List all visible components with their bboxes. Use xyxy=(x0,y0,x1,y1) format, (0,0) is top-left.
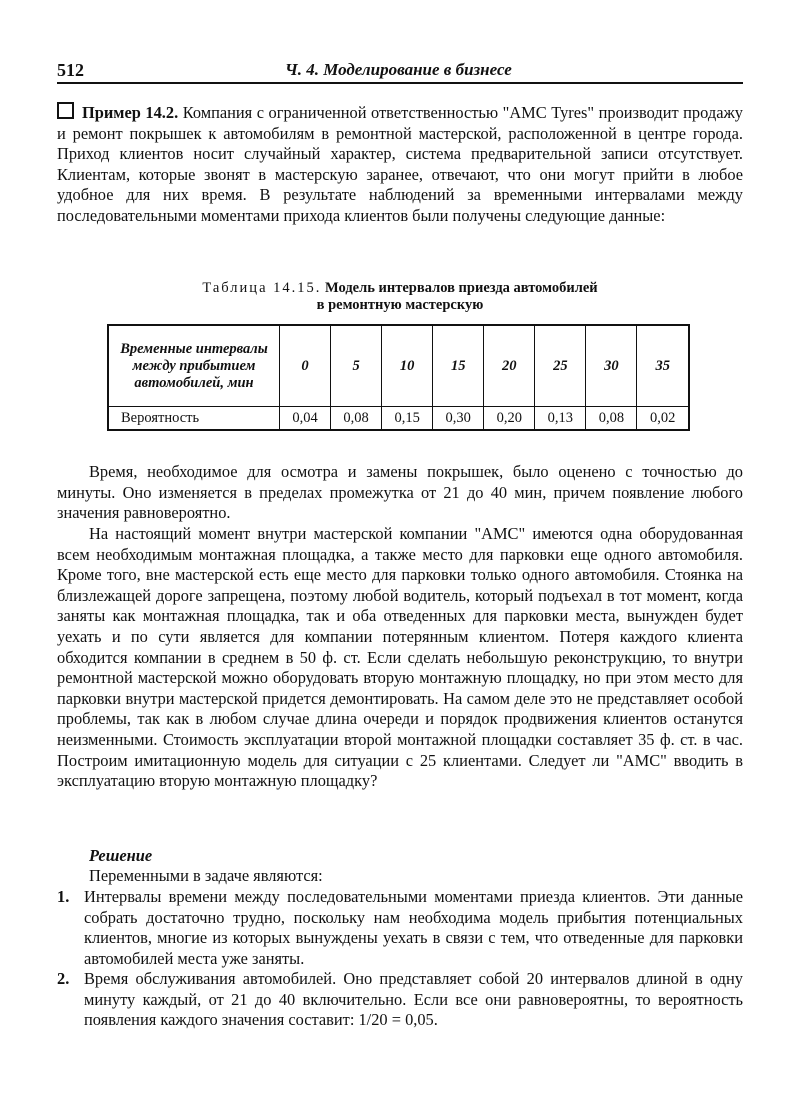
table-caption-label: Таблица 14.15. xyxy=(202,280,322,296)
header-rule xyxy=(57,82,743,84)
solution-heading: Решение xyxy=(89,846,153,865)
example-paragraph xyxy=(57,102,743,227)
interval-cell: 10 xyxy=(382,325,433,407)
list-number: 2. xyxy=(57,969,70,988)
arrival-intervals-table xyxy=(107,324,690,431)
list-text: Интервалы времени между последовательными моментами приезда клиентов. Эти данные собрать достаточно трудно, поскольку нам необходима модель прибытия потенциальных клиентов, многие из которых вынуждены уехать в связи с тем, что отведенные для парковки автомобилей места уже заняты. xyxy=(84,887,743,968)
probability-cell: 0,02 xyxy=(637,407,689,431)
situation-paragraph: На настоящий момент внутри мастерской компании "АМС" имеются одна оборудованная всем необходимым монтажная площадка, а также место для парковки еще одного автомобиля. Кроме того, вне мастерской есть еще место для парковки только одного автомобиля. Стоянка на близлежащей дороге запрещена, поэтому любой водитель, который подъехал в тот момент, когда заняты как монтажная площадка, так и оба отведенных для парковки места, вынужден будет уехать и по сути является для компании потерянным клиентом. Потеря каждого клиента обходится компании в среднем в 50 ф. ст. Если сделать небольшую реконструкцию, то внутри ремонтной мастерской можно оборудовать вторую монтажную площадку, но при этом место для парковки внутри мастерской придется демонтировать. На самом деле это не представляет особой проблемы, так как в любом случае длина очереди и порядок продвижения клиентов останутся неизменными. Стоимость эксплуатации второй монтажной площадки составляет 35 ф. ст. в час. Построим имитационную модель для ситуации с 25 клиентами. Следует ли "АМС" вводить в эксплуатацию вторую монтажную площадку? xyxy=(57,524,743,791)
table-caption-subtitle: в ремонтную мастерскую xyxy=(316,297,484,313)
table-caption-title: Модель интервалов приезда автомобилей xyxy=(325,280,598,296)
row-header-cell: Временные интервалы между прибытием автомобилей, мин xyxy=(108,325,280,407)
example-label: Пример 14.2. xyxy=(82,103,179,122)
interval-cell: 20 xyxy=(484,325,535,407)
variables-intro: Переменными в задаче являются: xyxy=(89,866,323,885)
probability-cell: 0,08 xyxy=(586,407,637,431)
table-row xyxy=(108,325,689,407)
table-row xyxy=(108,407,689,431)
example-text: Компания с ограниченной ответственностью "АМС Tyres" производит продажу и ремонт покрышек к автомобилям в ремонтной мастерской, расположенной в центре города. Приход клиентов носит случайный характер, система предварительной записи отсутствует. Клиентам, которые звонят в мастерскую заранее, отвечают, что они могут прийти в любое удобное для них время. В результате наблюдений за временными интервалами между последовательными моментами прихода клиентов были получены следующие данные: xyxy=(57,103,743,225)
list-number: 1. xyxy=(57,887,70,906)
interval-cell: 0 xyxy=(280,325,331,407)
interval-cell: 15 xyxy=(433,325,484,407)
square-icon xyxy=(57,102,74,119)
running-header xyxy=(57,60,743,82)
table-caption xyxy=(57,280,743,314)
probability-cell: 0,13 xyxy=(535,407,586,431)
interval-cell: 5 xyxy=(331,325,382,407)
service-time-paragraph: Время, необходимое для осмотра и замены покрышек, было оценено с точностью до минуты. Оно изменяется в пределах промежутка от 21 до 40 мин, причем появление любого значения равновероятно. xyxy=(57,462,743,523)
probability-cell: 0,15 xyxy=(382,407,433,431)
interval-cell: 30 xyxy=(586,325,637,407)
interval-cell: 25 xyxy=(535,325,586,407)
probability-cell: 0,20 xyxy=(484,407,535,431)
page-number: 512 xyxy=(57,60,84,80)
probability-cell: 0,04 xyxy=(280,407,331,431)
probability-cell: 0,30 xyxy=(433,407,484,431)
interval-cell: 35 xyxy=(637,325,689,407)
row-label-cell: Вероятность xyxy=(108,407,280,431)
chapter-title: Ч. 4. Моделирование в бизнесе xyxy=(285,60,512,79)
list-text: Время обслуживания автомобилей. Оно представляет собой 20 интервалов длиной в одну минуту каждый, от 21 до 40 включительно. Если все они равновероятны, то вероятность появления каждого значения составит: 1/20 = 0,05. xyxy=(84,969,743,1030)
probability-cell: 0,08 xyxy=(331,407,382,431)
